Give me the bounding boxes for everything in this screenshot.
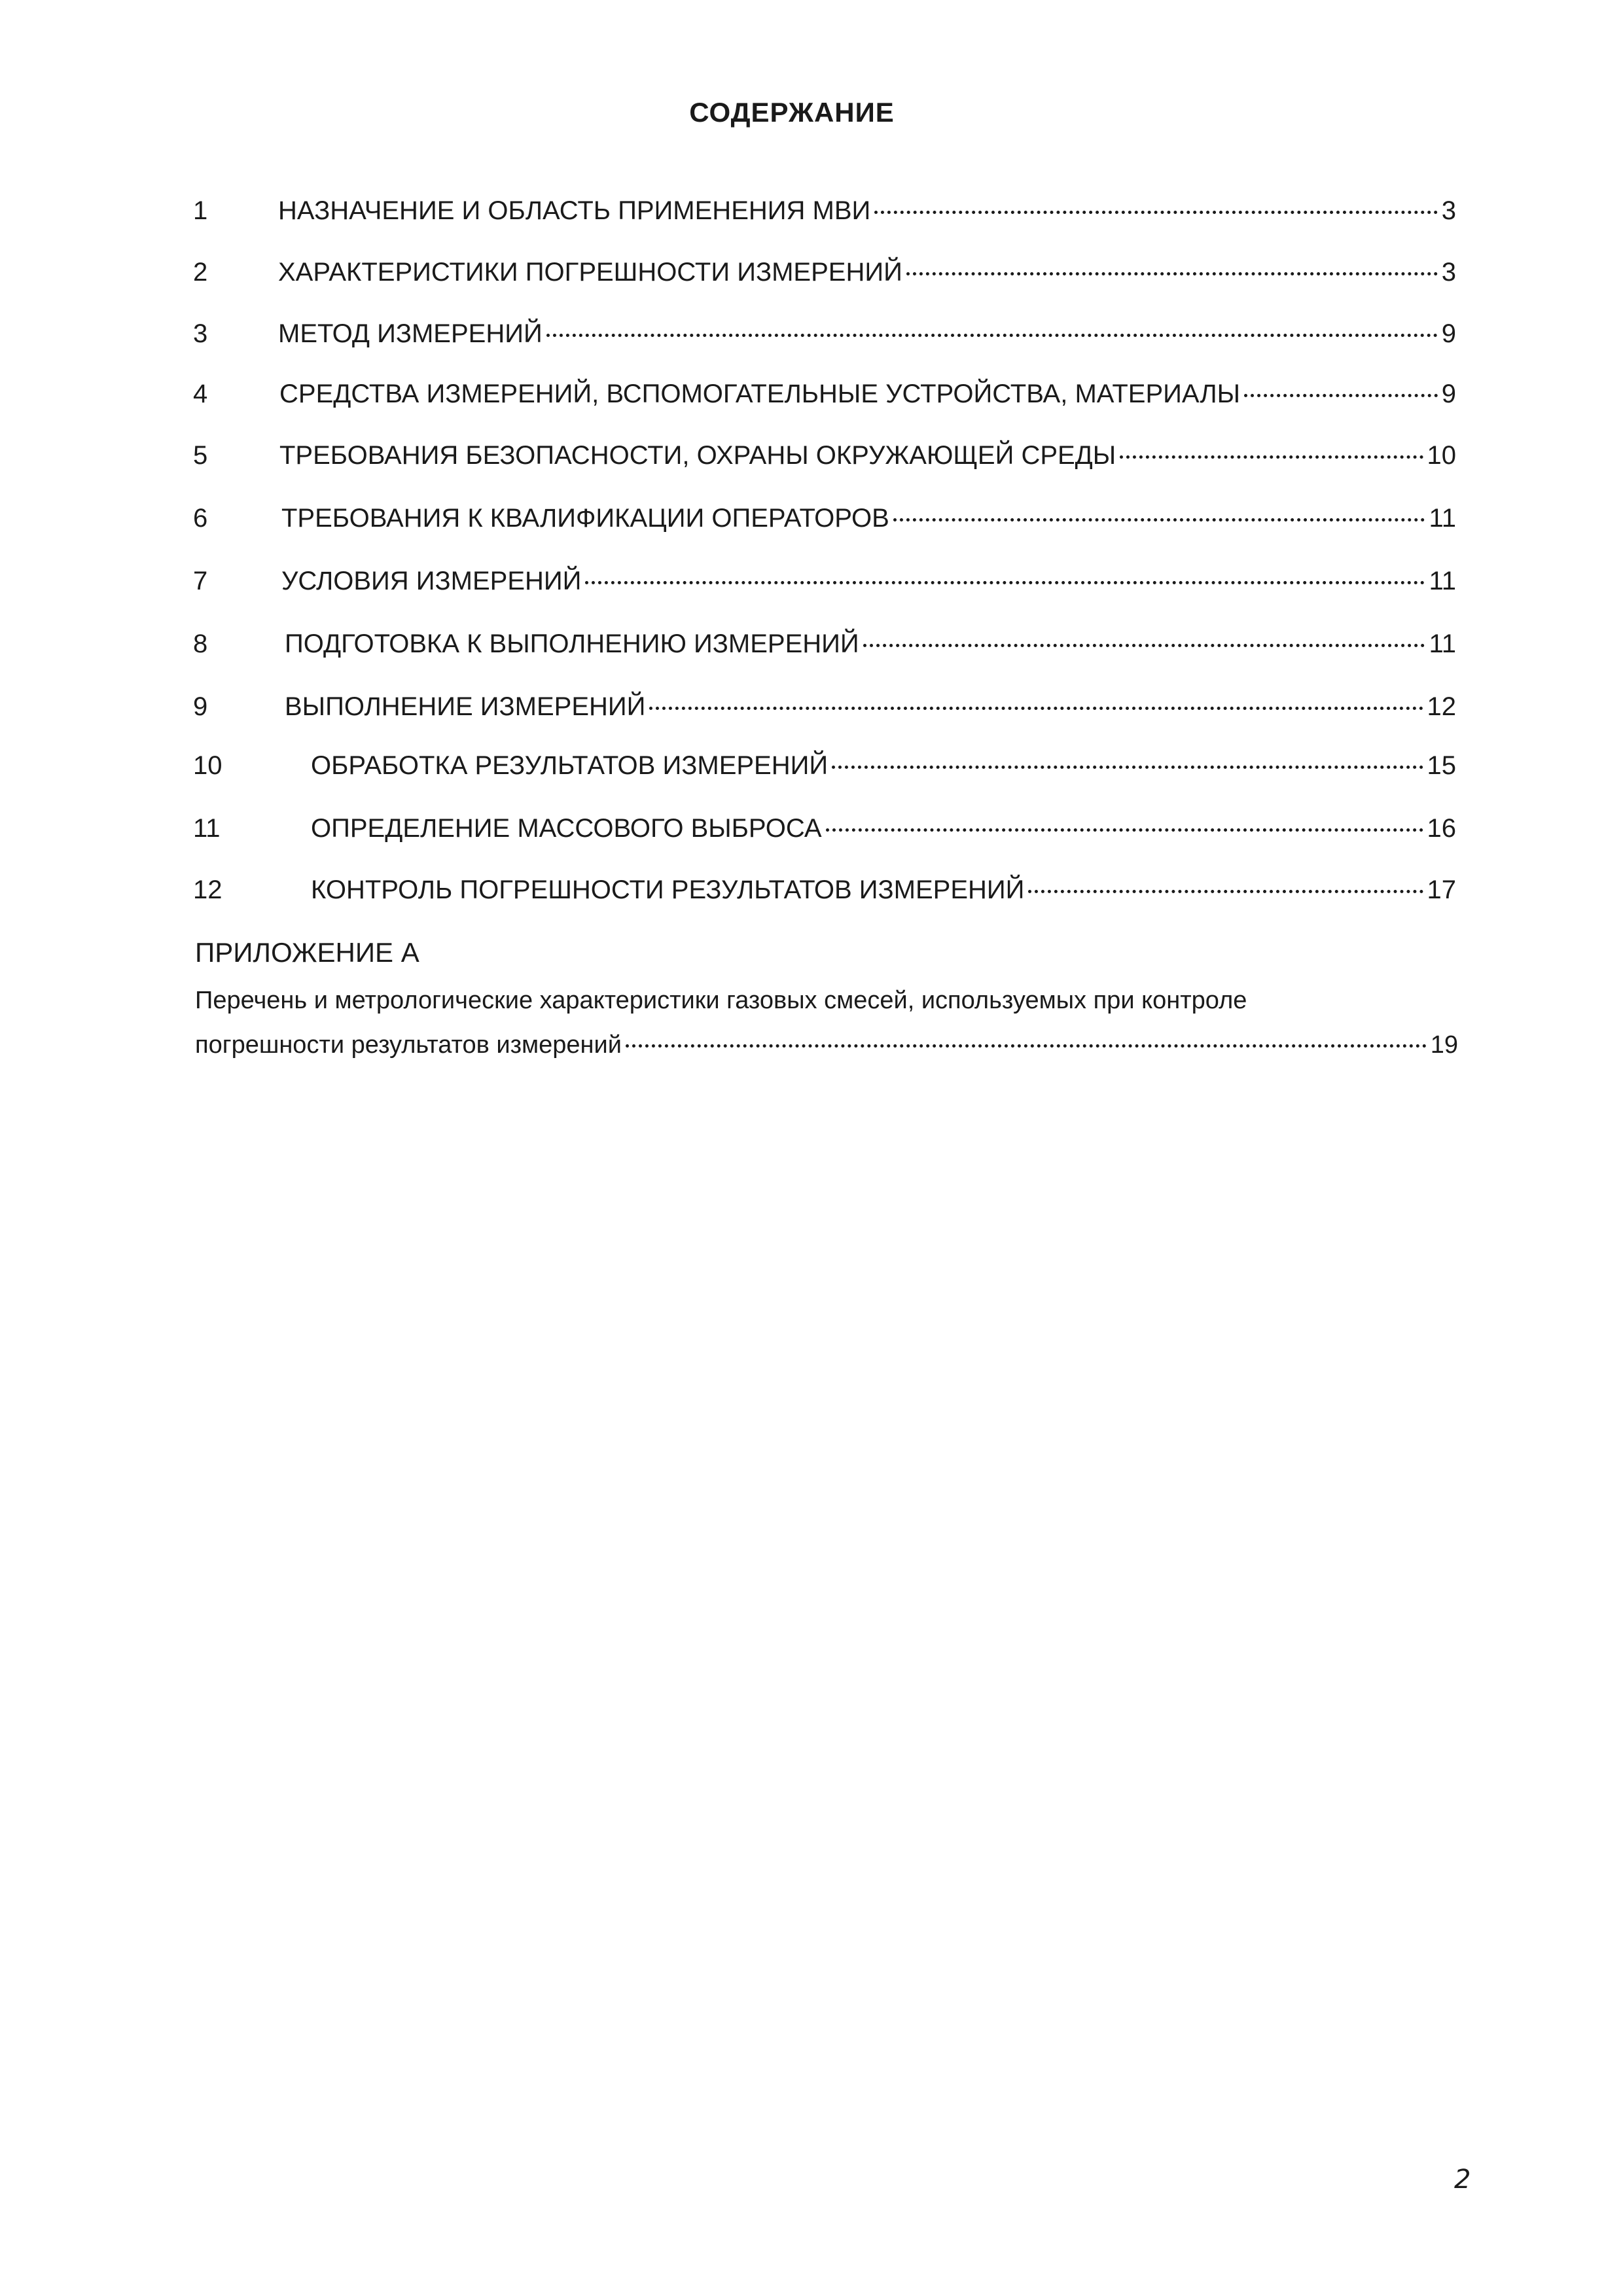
toc-entry-title: НАЗНАЧЕНИЕ И ОБЛАСТЬ ПРИМЕНЕНИЯ МВИ [278, 196, 871, 225]
toc-entry-title: ТРЕБОВАНИЯ БЕЗОПАСНОСТИ, ОХРАНЫ ОКРУЖАЮЩЕЙ СРЕДЫ [279, 441, 1116, 470]
toc-entry-number: 2 [193, 258, 208, 287]
toc-entry-number: 12 [193, 875, 223, 904]
toc-entry-title: ОБРАБОТКА РЕЗУЛЬТАТОВ ИЗМЕРЕНИЙ [311, 751, 829, 780]
dot-leader [874, 211, 1437, 214]
toc-entry-page: 11 [1429, 567, 1456, 595]
toc-entry-page: 10 [1427, 441, 1456, 470]
dot-leader [585, 581, 1425, 584]
dot-leader [826, 828, 1423, 832]
toc-entry-number: 4 [193, 380, 208, 408]
page-title: СОДЕРЖАНИЕ [689, 97, 895, 128]
appendix-description: Перечень и метрологические характеристики газовых смесей, используемых при контроле [195, 987, 1247, 1014]
toc-entry [193, 380, 1456, 419]
toc-entry [193, 692, 1456, 732]
dot-leader [893, 518, 1425, 521]
dot-leader [649, 707, 1423, 710]
toc-entry-title: КОНТРОЛЬ ПОГРЕШНОСТИ РЕЗУЛЬТАТОВ ИЗМЕРЕНИЙ [311, 875, 1025, 904]
toc-entry-number: 7 [193, 567, 208, 595]
toc-entry-page: 3 [1441, 258, 1456, 287]
toc-entry [193, 567, 1456, 606]
toc-entry-title: ТРЕБОВАНИЯ К КВАЛИФИКАЦИИ ОПЕРАТОРОВ [281, 504, 889, 533]
toc-entry-title: СРЕДСТВА ИЗМЕРЕНИЙ, ВСПОМОГАТЕЛЬНЫЕ УСТРОЙСТВА, МАТЕРИАЛЫ [279, 380, 1241, 408]
toc-entry [193, 629, 1456, 669]
page-number: 2 [1454, 2164, 1471, 2195]
appendix-heading: ПРИЛОЖЕНИЕ А [195, 937, 419, 968]
toc-entry-title: ПОДГОТОВКА К ВЫПОЛНЕНИЮ ИЗМЕРЕНИЙ [285, 629, 859, 658]
toc-entry-number: 5 [193, 441, 208, 470]
toc-entry-page: 9 [1441, 380, 1456, 408]
toc-entry-title: ВЫПОЛНЕНИЕ ИЗМЕРЕНИЙ [285, 692, 646, 721]
dot-leader [626, 1044, 1427, 1048]
toc-entry [193, 319, 1456, 359]
toc-entry-number: 1 [193, 196, 208, 225]
dot-leader [1120, 455, 1423, 459]
appendix-page: 19 [1430, 1031, 1458, 1059]
toc-entry-number: 10 [193, 751, 223, 780]
toc-entry-title: МЕТОД ИЗМЕРЕНИЙ [278, 319, 543, 348]
dot-leader [906, 272, 1438, 275]
toc-entry-title: УСЛОВИЯ ИЗМЕРЕНИЙ [281, 567, 582, 595]
toc-entry-number: 11 [193, 814, 221, 843]
toc-entry [193, 814, 1456, 853]
toc-entry [193, 875, 1456, 915]
toc-entry-number: 3 [193, 319, 208, 348]
appendix-description-continued: погрешности результатов измерений [195, 1031, 622, 1059]
toc-entry [193, 258, 1456, 297]
dot-leader [1244, 394, 1438, 397]
toc-entry-page: 12 [1427, 692, 1456, 721]
toc-entry-number: 8 [193, 629, 208, 658]
toc-entry [193, 441, 1456, 480]
dot-leader [832, 766, 1423, 769]
toc-entry-page: 11 [1429, 504, 1456, 533]
toc-entry [193, 504, 1456, 543]
toc-entry [193, 751, 1456, 790]
toc-entry-number: 6 [193, 504, 208, 533]
toc-entry-page: 17 [1427, 875, 1456, 904]
toc-entry [193, 196, 1456, 236]
toc-entry-title: ОПРЕДЕЛЕНИЕ МАССОВОГО ВЫБРОСА [311, 814, 822, 843]
dot-leader [863, 644, 1425, 647]
toc-entry-page: 9 [1441, 319, 1456, 348]
toc-entry-page: 11 [1429, 629, 1456, 658]
dot-leader [1028, 890, 1423, 893]
toc-entry-number: 9 [193, 692, 208, 721]
toc-entry-page: 3 [1441, 196, 1456, 225]
appendix-entry [195, 1031, 1458, 1059]
toc-entry-title: ХАРАКТЕРИСТИКИ ПОГРЕШНОСТИ ИЗМЕРЕНИЙ [278, 258, 902, 287]
toc-entry-page: 15 [1427, 751, 1456, 780]
toc-entry-page: 16 [1427, 814, 1456, 843]
dot-leader [546, 334, 1438, 337]
